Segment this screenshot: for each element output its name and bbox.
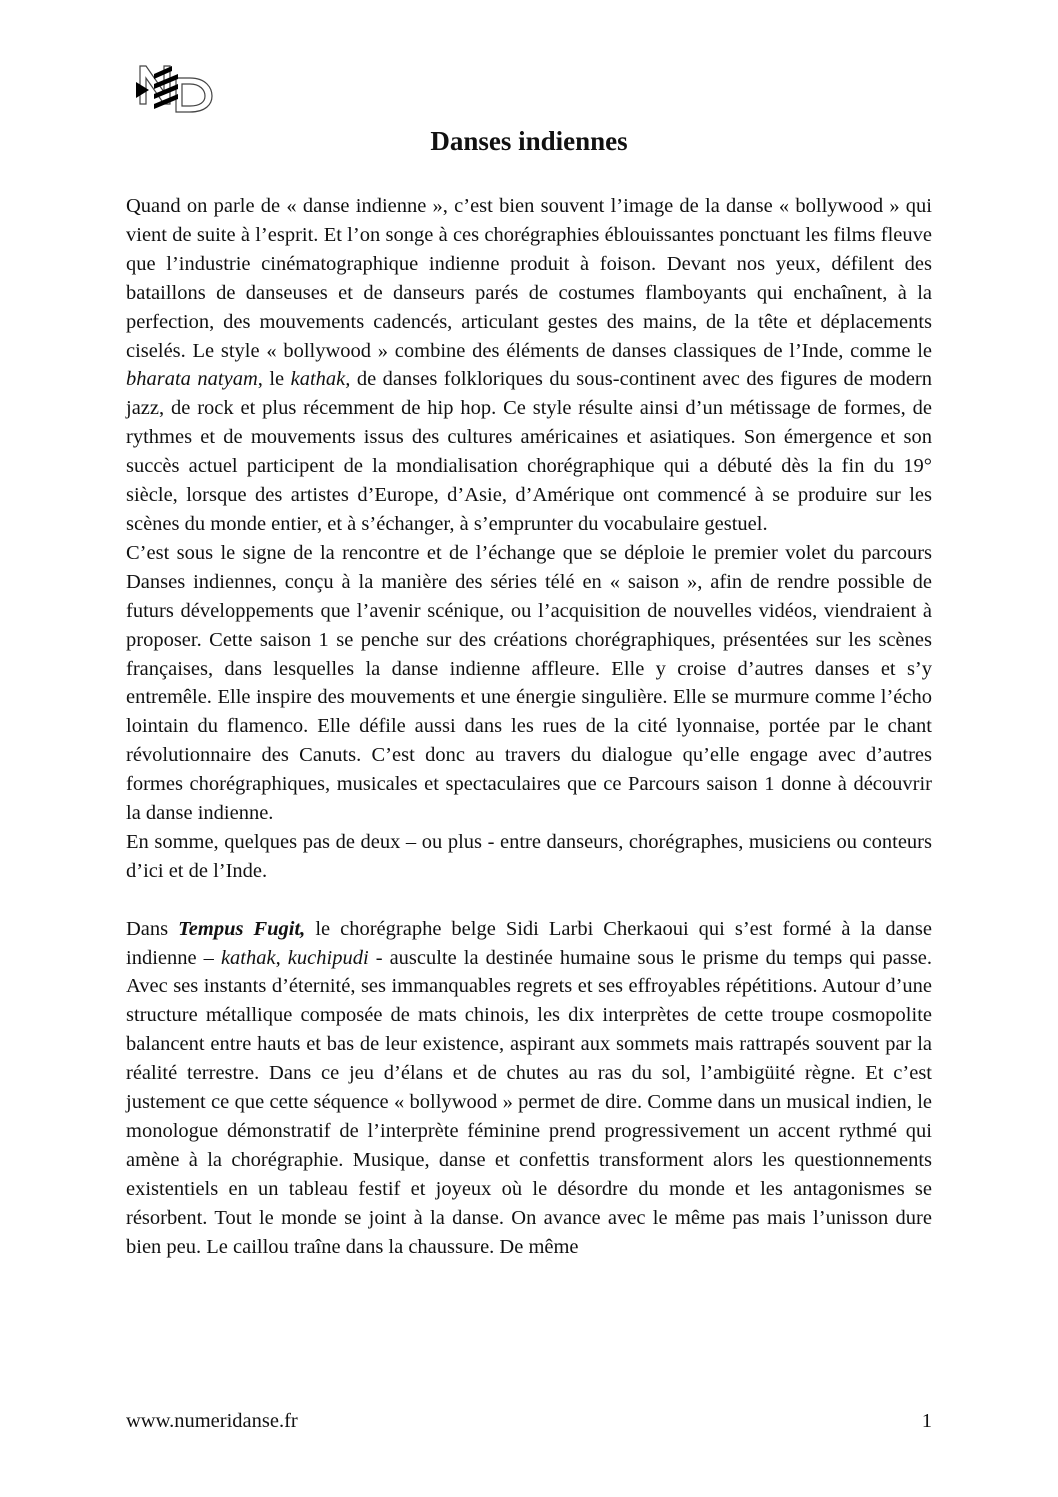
numeridanse-logo-icon [134,64,214,114]
article-body [126,192,932,1262]
paragraph-intro: Quand on parle de « danse indienne », c’est bien souvent l’image de la danse « bollywood » qui vient de suite à l’esprit. Et l’on songe à ces chorégraphies éblouissantes ponctuant les films fleuve que l’industrie cinématographique indienne produit à foison. Devant nos yeux, défilent des bataillons de danseuses et de danseurs parés de costumes flamboyants qui enchaînent, à la perfection, des mouvements cadencés, articulant gestes des mains, de la tête et déplacements ciselés. Le style « bollywood » combine des éléments de danses classiques de l’Inde, comme le bharata natyam, le kathak, de danses folkloriques du sous-continent avec des figures de modern jazz, de rock et plus récemment de hip hop. Ce style résulte ainsi d’un métissage de formes, de rythmes et de mouvements issus des cultures américaines et asiatiques. Son émergence et son succès actuel participent de la mondialisation chorégraphique qui a débuté dès la fin du 19° siècle, lorsque des artistes d’Europe, d’Asie, d’Amérique ont commencé à se produire sur les scènes du monde entier, et à s’échanger, à s’emprunter du vocabulaire gestuel. [126,195,932,535]
paragraph-summary: En somme, quelques pas de deux – ou plus - entre danseurs, chorégraphes, musiciens ou conteurs d’ici et de l’Inde. [126,830,932,882]
paragraph-season: C’est sous le signe de la rencontre et de l’échange que se déploie le premier volet du parcours Danses indiennes, conçu à la manière des séries télé en « saison », afin de rendre possible de futurs développements que l’avenir scénique, ou l’acquisition de nouvelles vidéos, viendraient à proposer. Cette saison 1 se penche sur des créations chorégraphiques, présentées sur les scènes françaises, dans lesquelles la danse indienne affleure. Elle y croise d’autres danses et s’y entremêle. Elle inspire des mouvements et une énergie singulière. Elle se murmure comme l’écho lointain du flamenco. Elle défile aussi dans les rues de la cité lyonnaise, portée par le chant révolutionnaire des Canuts. C’est donc au travers du dialogue qu’elle engage avec d’autres formes chorégraphiques, musicales et spectaculaires que ce Parcours saison 1 donne à découvrir la danse indienne. [126,541,932,825]
page-number: 1 [921,1410,932,1432]
page-title: Danses indiennes [430,126,628,156]
paragraph-tempus-fugit: Dans Tempus Fugit, le chorégraphe belge Sidi Larbi Cherkaoui qui s’est formé à la danse indienne – kathak, kuchipudi - ausculte la destinée humaine sous le prisme du temps qui passe. Avec ses instants d’éternité, ses immanquables regrets et ses effroyables répétitions. Autour d’une structure métallique composée de mats chinois, les dix interprètes de cette troupe cosmopolite balancent entre hauts et bas de leur existence, aspirant aux sommets mais rattrapés souvent par la réalité terrestre. Dans ce jeu d’élans et de chutes au ras du sol, l’ambigüité règne. Et c’est justement ce que cette séquence « bollywood » permet de dire. Comme dans un musical indien, le monologue démonstratif de l’interprète féminine prend progressivement un accent rythmé qui amène à la chorégraphie. Musique, danse et confettis transforment alors les questionnements existentiels en un tableau festif et joyeux où le désordre du monde et les antagonismes se résorbent. Tout le monde se joint à la danse. On avance avec le même pas mais l’unisson dure bien peu. Le caillou traîne dans la chaussure. De même [126,917,933,1258]
footer-url: www.numeridanse.fr [126,1410,298,1432]
